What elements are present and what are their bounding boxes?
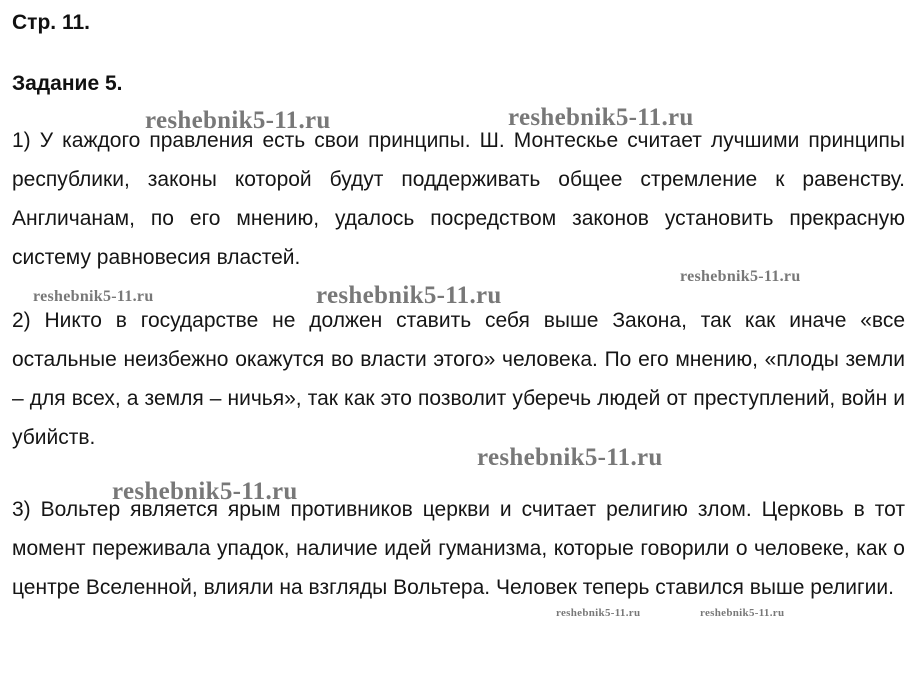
answer-paragraph-2: 2) Никто в государстве не должен ставить себя выше Закона, так как иначе «все остальные неизбежно окажутся во власти этого» человека. По его мнению, «плоды земли – для всех, а земля – ничья», так как это позволит уберечь людей от преступлений, войн и убийств.	[12, 309, 905, 449]
watermark: reshebnik5-11.ru	[477, 444, 663, 471]
answer-paragraph-1: 1) У каждого правления есть свои принципы. Ш. Монтескье считает лучшими принципы республики, законы которой будут поддерживать общее стремление к равенству. Англичанам, по его мнению, удалось посредством законов установить прекрасную систему равновесия властей.	[12, 129, 905, 269]
watermark: reshebnik5-11.ru	[33, 288, 154, 305]
watermark: reshebnik5-11.ru	[112, 478, 298, 505]
watermark: reshebnik5-11.ru	[680, 268, 801, 285]
watermark: reshebnik5-11.ru	[145, 107, 331, 134]
page-number: Стр. 11.	[12, 11, 90, 34]
watermark: reshebnik5-11.ru	[508, 104, 694, 131]
watermark: reshebnik5-11.ru	[316, 282, 502, 309]
answer-paragraph-3: 3) Вольтер является ярым противников церкви и считает религию злом. Церковь в тот момент переживала упадок, наличие идей гуманизма, которые говорили о человеке, как о центре Вселенной, влияли на взгляды Вольтера. Человек теперь ставился выше религии.	[12, 498, 905, 599]
task-title: Задание 5.	[12, 72, 123, 95]
watermark: reshebnik5-11.ru	[556, 607, 641, 619]
watermark: reshebnik5-11.ru	[700, 607, 785, 619]
